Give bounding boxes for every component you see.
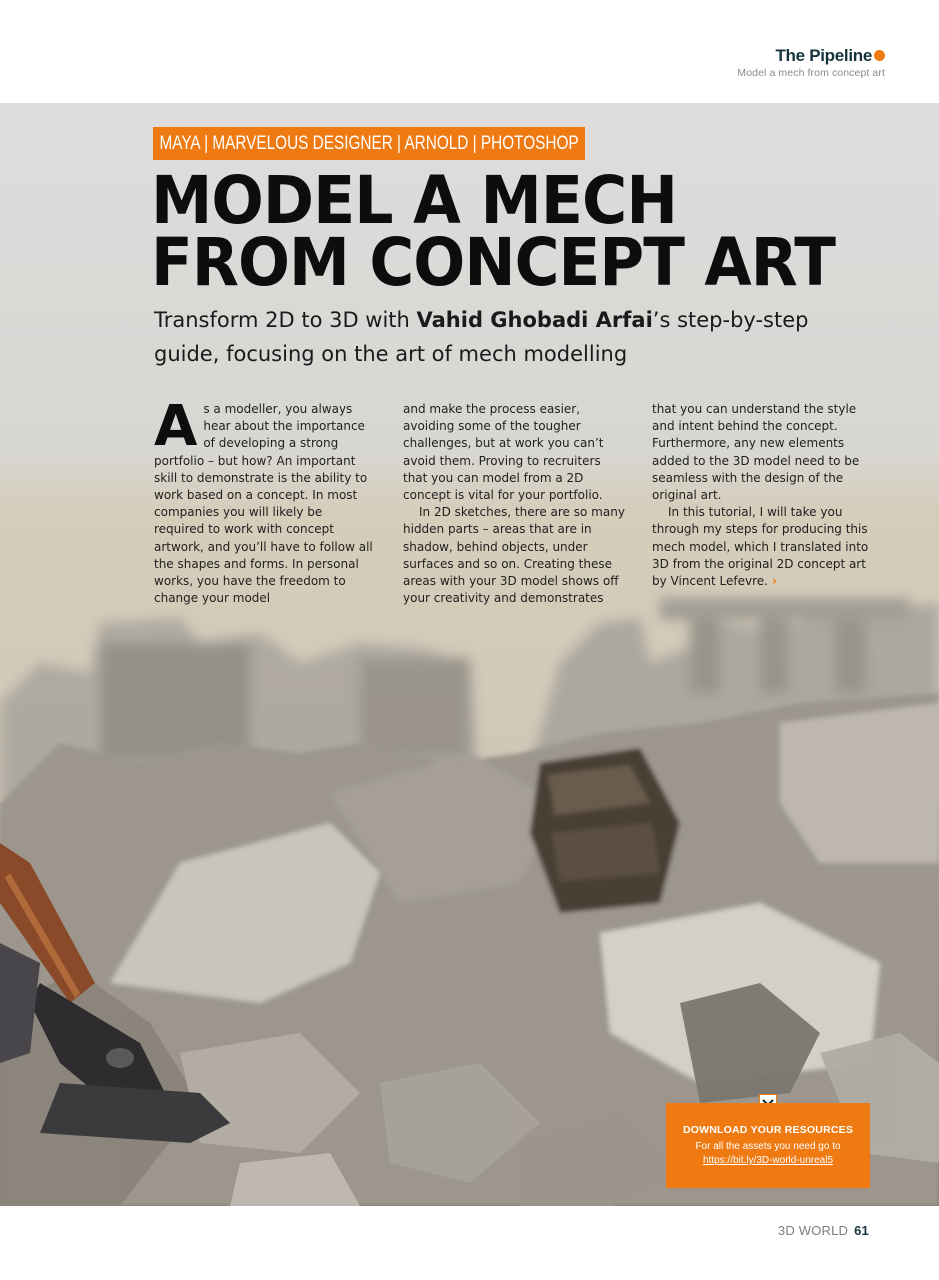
page-folio bbox=[778, 1223, 869, 1238]
download-title: DOWNLOAD YOUR RESOURCES bbox=[682, 1124, 854, 1136]
page-number: 61 bbox=[854, 1223, 869, 1238]
body-text: In this tutorial, I will take you through my steps for producing this mech model, which I translated into 3D from the original 2D concept art by Vincent Lefevre. bbox=[652, 505, 869, 589]
body-column-3 bbox=[652, 401, 874, 590]
body-column-1 bbox=[154, 394, 376, 607]
body-paragraph: s a modeller, you always hear about the importance of developing a strong portfolio – but how? An important skill to demonstrate is the ability to work based on a concept. In most companies you will likely be required to work with concept artwork, and you’ll have to follow all the shapes and forms. In personal works, you have the freedom to change your model bbox=[154, 402, 373, 606]
headline-line-1: MODEL A MECH bbox=[151, 162, 677, 239]
standfirst-text-end: ’s step-by-step guide, focusing on the art of mech modelling bbox=[154, 308, 809, 366]
orange-dot-icon bbox=[874, 50, 885, 61]
download-resources-box bbox=[666, 1103, 870, 1188]
body-paragraph: and make the process easier, avoiding some of the tougher challenges, but at work you can’t avoid them. Proving to recruiters that you can model from a 2D concept is vital for your portfolio. bbox=[403, 402, 604, 503]
body-paragraph: that you can understand the style and intent behind the concept. Furthermore, any new elements added to the 3D model need to be seamless with the design of the original art. bbox=[652, 402, 860, 503]
chevron-right-icon: › bbox=[771, 574, 777, 589]
author-name: Vahid Ghobadi Arfai bbox=[416, 308, 653, 332]
standfirst-text-start: Transform 2D to 3D with bbox=[154, 308, 417, 332]
body-column-2 bbox=[403, 401, 625, 607]
section-title: The Pipeline bbox=[737, 46, 885, 66]
download-link[interactable]: https://bit.ly/3D-world-unreal5 bbox=[702, 1155, 834, 1166]
section-subtitle: Model a mech from concept art bbox=[737, 67, 885, 79]
download-description: For all the assets you need go to bbox=[695, 1141, 841, 1152]
body-paragraph: In 2D sketches, there are so many hidden parts – areas that are in shadow, behind objects, under surfaces and so on. Creating these areas with your 3D model shows off your creativity and demonstrates bbox=[403, 505, 625, 606]
section-header bbox=[737, 46, 885, 79]
page-title bbox=[151, 162, 889, 301]
standfirst bbox=[154, 303, 854, 371]
magazine-name: 3D WORLD bbox=[777, 1223, 849, 1238]
software-tag: MAYA | MARVELOUS DESIGNER | ARNOLD | PHOTOSHOP bbox=[153, 127, 585, 160]
body-paragraph-last bbox=[652, 504, 874, 590]
drop-cap: A bbox=[154, 394, 198, 459]
headline-line-2: FROM CONCEPT ART bbox=[151, 224, 835, 301]
